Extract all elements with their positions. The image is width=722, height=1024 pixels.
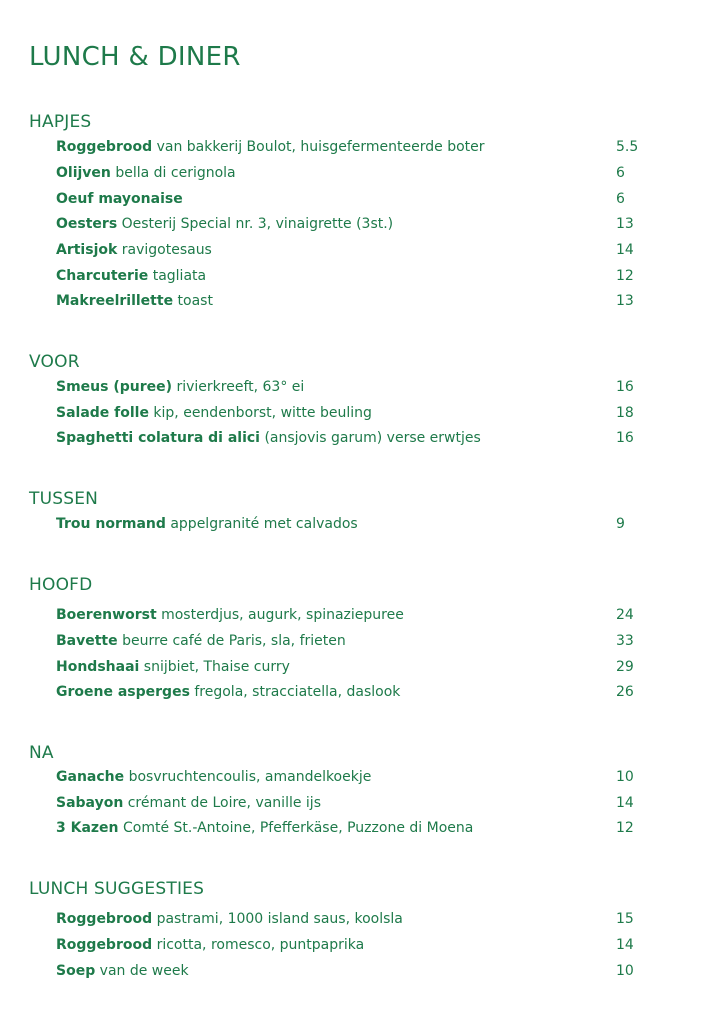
item-name: Olijven	[56, 165, 111, 181]
menu-item	[56, 961, 646, 981]
menu-item	[56, 605, 646, 625]
item-name: Roggebrood	[56, 937, 153, 953]
item-price: 14	[616, 242, 634, 258]
item-price: 10	[616, 963, 634, 979]
item-price: 5.5	[616, 139, 639, 155]
item-price: 26	[616, 684, 634, 700]
item-price: 16	[616, 379, 634, 395]
section-heading: TUSSEN	[29, 489, 99, 509]
item-description: van bakkerij Boulot, huisgefermenteerde boter	[156, 139, 485, 155]
section-heading: NA	[29, 743, 54, 763]
section-heading: VOOR	[29, 352, 80, 372]
item-price: 18	[616, 405, 634, 421]
item-description: Comté St.-Antoine, Pfefferkäse, Puzzone di Moena	[122, 820, 474, 836]
menu-item	[56, 514, 646, 534]
section-heading: LUNCH SUGGESTIES	[29, 879, 205, 899]
item-name: Artisjok	[56, 242, 118, 258]
item-name: Trou normand	[56, 516, 166, 532]
item-price: 15	[616, 911, 634, 927]
item-price: 6	[616, 165, 625, 181]
item-price: 16	[616, 430, 634, 446]
item-description: fregola, stracciatella, daslook	[194, 684, 401, 700]
item-price: 24	[616, 607, 634, 623]
item-price: 14	[616, 795, 634, 811]
menu-item	[56, 291, 646, 311]
menu-item	[56, 266, 646, 286]
menu-item	[56, 935, 646, 955]
menu-item	[56, 767, 646, 787]
item-description: kip, eendenborst, witte beuling	[153, 405, 372, 421]
menu-item	[56, 377, 646, 397]
item-description: beurre café de Paris, sla, frieten	[122, 633, 346, 649]
item-description: snijbiet, Thaise curry	[143, 659, 290, 675]
item-description: crémant de Loire, vanille ijs	[127, 795, 321, 811]
item-description: mosterdjus, augurk, spinaziepuree	[161, 607, 404, 623]
menu-item	[56, 631, 646, 651]
item-description: toast	[177, 293, 213, 309]
item-description: ricotta, romesco, puntpaprika	[156, 937, 365, 953]
menu-item	[56, 403, 646, 423]
item-price: 10	[616, 769, 634, 785]
menu-item	[56, 793, 646, 813]
item-price: 33	[616, 633, 634, 649]
item-name: Roggebrood	[56, 911, 153, 927]
item-name: Makreelrillette	[56, 293, 174, 309]
item-description: ravigotesaus	[121, 242, 212, 258]
item-name: Spaghetti colatura di alici	[56, 430, 260, 446]
item-name: Oesters	[56, 216, 118, 232]
item-name: Sabayon	[56, 795, 124, 811]
item-price: 12	[616, 820, 634, 836]
menu-item	[56, 818, 646, 838]
item-price: 9	[616, 516, 625, 532]
item-description: appelgranité met calvados	[170, 516, 358, 532]
item-name: Ganache	[56, 769, 125, 785]
menu-title: LUNCH & DINER	[29, 42, 241, 72]
item-price: 6	[616, 191, 625, 207]
item-name: Charcuterie	[56, 268, 149, 284]
item-name: Bavette	[56, 633, 118, 649]
menu-item	[56, 682, 646, 702]
item-name: Smeus (puree)	[56, 379, 173, 395]
item-description: van de week	[99, 963, 189, 979]
item-price: 14	[616, 937, 634, 953]
item-price: 12	[616, 268, 634, 284]
section-heading: HAPJES	[29, 112, 92, 132]
item-description: bosvruchtencoulis, amandelkoekje	[128, 769, 372, 785]
menu-item	[56, 240, 646, 260]
item-name: Hondshaai	[56, 659, 140, 675]
menu-item	[56, 428, 646, 448]
item-description: Oesterij Special nr. 3, vinaigrette (3st.)	[121, 216, 394, 232]
item-name: Boerenworst	[56, 607, 157, 623]
item-price: 13	[616, 216, 634, 232]
item-price: 29	[616, 659, 634, 675]
item-name: Groene asperges	[56, 684, 190, 700]
section-heading: HOOFD	[29, 575, 93, 595]
item-description: rivierkreeft, 63° ei	[176, 379, 305, 395]
item-description: (ansjovis garum) verse erwtjes	[264, 430, 481, 446]
menu-item	[56, 214, 646, 234]
item-description: pastrami, 1000 island saus, koolsla	[156, 911, 403, 927]
menu-item	[56, 163, 646, 183]
menu-item	[56, 657, 646, 677]
menu-item	[56, 909, 646, 929]
item-name: Oeuf mayonaise	[56, 191, 183, 207]
item-description: bella di cerignola	[115, 165, 236, 181]
item-name: Salade folle	[56, 405, 149, 421]
item-name: 3 Kazen	[56, 820, 119, 836]
item-description: tagliata	[152, 268, 207, 284]
item-name: Soep	[56, 963, 96, 979]
item-price: 13	[616, 293, 634, 309]
item-name: Roggebrood	[56, 139, 153, 155]
menu-item	[56, 189, 646, 209]
menu-item	[56, 137, 646, 157]
